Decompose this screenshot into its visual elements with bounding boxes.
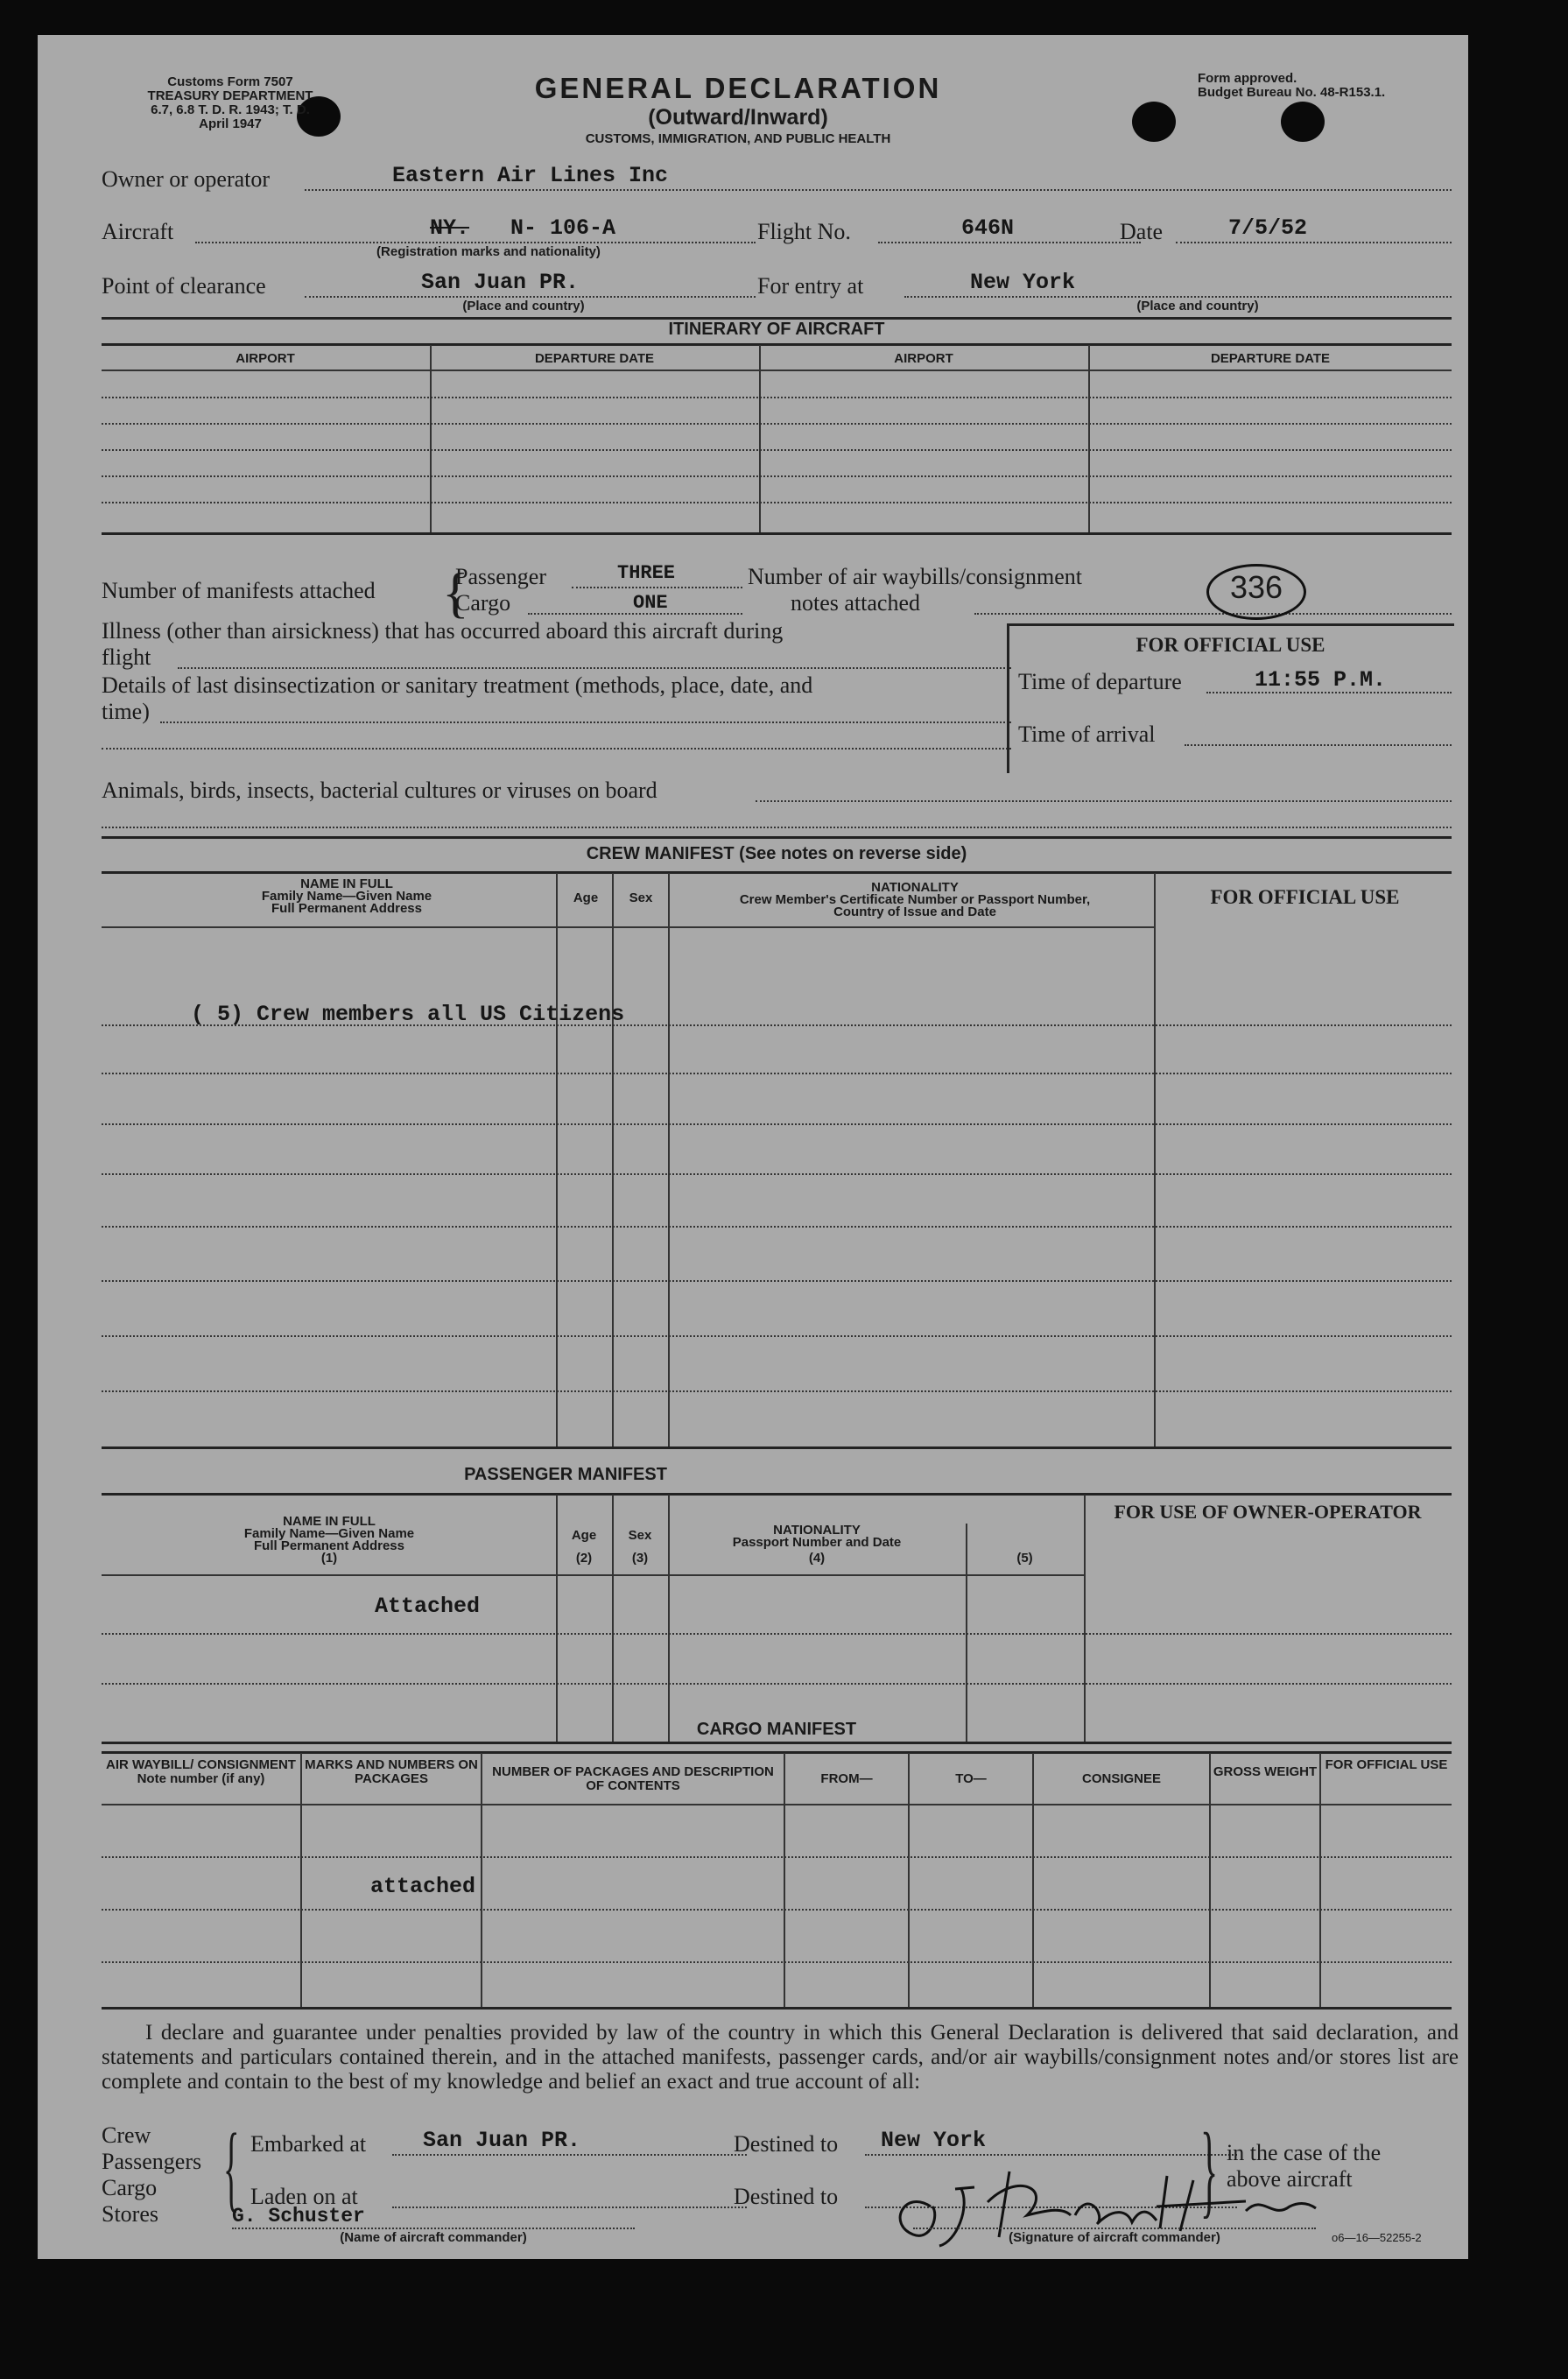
passenger-col-owner: FOR USE OF OWNER-OPERATOR [1114,1501,1422,1523]
manifests-label: Number of manifests attached [102,578,376,603]
declaration-list-passengers: Passengers [102,2149,202,2174]
passenger-col-sex: Sex [628,1528,652,1543]
destined-label: Destined to [734,2131,839,2157]
flight-value: 646N [961,215,1015,241]
form-number: Customs Form 7507 [167,74,293,89]
passenger-entry: Attached [375,1594,481,1619]
passenger-manifests-label: Passenger [455,564,546,589]
passenger-col-nationality-num: (4) [808,1551,826,1566]
date-value: 7/5/52 [1228,215,1308,241]
passenger-col-name: NAME IN FULL [283,1514,376,1529]
crew-entry: ( 5) Crew members all US Citizens [191,1002,625,1027]
declaration-form: Customs Form 7507 TREASURY DEPARTMENT 6.7, 6.8 T. D. R. 1943; T. D. April 1947 GENERAL DECLARATION (Outward/Inward) CUSTOMS, IMMIGRATION, AND PUBLIC HEALTH Form approved. Budget Bureau No. 48-R153.1. Owner or operator Eastern Air Lines Inc Aircraft NY. N- 106-A (Registration marks and nationality) Flight No. 646N Date 7/5/52 Point of clearance San Juan PR. (Place and country) For entry at New York (Place and country) ITINERARY OF AIRCRAFT AIRPORT DEPARTURE DATE AIRPORT DEPARTURE DATE Number of manifests attached { Passenger THREE Cargo ONE Number of air waybills/consignment notes attached 336 Illness (other than airsickness) that has occurred aboard this aircraft during flight Details of last disinsectization or sanitary treatment (methods, place, date, and time) FOR OFFICIAL USE Time of departure 11:55 P.M. Time of arrival Animals, birds, insects, bacterial cultures or viruses on board CREW MANIFEST (See notes on reverse side) NAME IN FULL Family Name—Given Name Full Permanent Address Age Sex NATIONALITY Crew Member's Certificate Number or Passport Number, Country of Issue and Date FOR OFFICIAL USE ( 5) Crew members all US Citizens PASSENGER MANIFEST NAME IN FULL Family Name—Given Name Full Permanent Address (1) Age (2) Sex (3) NATIONALITY Passport Number and Date (4) (5) FOR USE OF OWNER-OPERATOR Attached CARGO MANIFEST AIR WAYBILL/ CONSIGNMENT Note number (if any) MARKS AND NUMBERS ON PACKAGES NUMBER OF PACKAGES AND DESCRIPTION OF CONTENTS FROM— TO— CONSIGNEE GROSS WEIGHT FOR OFFICIAL USE attached I declare and guarantee under penalties provided by law of the country in which this General Declaration is delivered that said declaration, and statements and particulars contained therein, and in the attached manifests, passenger cards, and/or air waybills/consignment notes and/or stores list are complete and contain to the best of my knowledge and belief an exact and true account of all: Crew Passengers Cargo Stores { Embarked at San Juan PR. Laden on at Destined to New York Destined to } in the case of the above aircraft G. Schuster (Name of aircraft commander) (Signature of aircraft commander) o6—16—52255-2 [38,35,1468,2259]
crew-col-name: NAME IN FULL [300,876,393,891]
punch-hole [1132,102,1176,142]
passenger-col-age-num: (2) [575,1551,593,1566]
cargo-col-packages: NUMBER OF PACKAGES AND DESCRIPTION OF CONTENTS [492,1764,774,1793]
cargo-col-official: FOR OFFICIAL USE [1325,1757,1448,1772]
clearance-label: Point of clearance [102,273,266,299]
itinerary-col-departure-2: DEPARTURE DATE [1210,351,1331,366]
declaration-text: I declare and guarantee under penalties provided by law of the country in which this General Declaration is delivered that said declaration, and statements and particulars contained therein, and in the attached manifests, passenger cards, and/or air waybills/consignment notes and/or stores list are complete and contain to the best of my knowledge and belief an exact and true account of all: [102,2021,1459,2094]
declaration-list-crew: Crew [102,2122,151,2148]
passenger-col-5-num: (5) [1016,1551,1033,1566]
official-use-title: FOR OFFICIAL USE [1136,634,1325,656]
animals-label: Animals, birds, insects, bacterial cultures or viruses on board [102,778,657,803]
passenger-col-name-num: (1) [320,1551,338,1566]
laden-label: Laden on at [250,2184,358,2209]
commander-note: (Name of aircraft commander) [340,2230,527,2245]
form-subtitle: (Outward/Inward) [648,105,828,130]
place-note: (Place and country) [462,299,585,313]
destined-value: New York [881,2128,987,2153]
place-note-2: (Place and country) [1136,299,1259,313]
crew-col-name-2: Family Name—Given Name [261,889,432,904]
itinerary-col-airport-2: AIRPORT [894,351,953,366]
date-label: Date [1120,219,1164,244]
embarked-value: San Juan PR. [423,2128,581,2153]
cargo-col-consignee: CONSIGNEE [1081,1771,1161,1786]
destined-label-2: Destined to [734,2184,839,2209]
clearance-value: San Juan PR. [421,270,580,295]
aircraft-prefix: NY. [430,215,470,241]
aircraft-value: N- 106-A [510,215,616,241]
punch-hole [1281,102,1325,142]
budget-bureau: Budget Bureau No. 48-R153.1. [1198,85,1386,100]
form-date: April 1947 [199,116,262,131]
cargo-col-to: TO— [955,1771,987,1786]
form-subtitle-2: CUSTOMS, IMMIGRATION, AND PUBLIC HEALTH [585,131,891,146]
cargo-col-marks: MARKS AND NUMBERS ON PACKAGES [305,1757,478,1786]
passenger-col-nationality-2: Passport Number and Date [732,1535,902,1550]
entry-label: For entry at [757,273,864,299]
passenger-col-age: Age [571,1528,597,1543]
form-approved: Form approved. [1198,71,1297,86]
cargo-col-from: FROM— [820,1771,873,1786]
crew-col-sex: Sex [629,890,653,905]
embarked-label: Embarked at [250,2131,367,2157]
aircraft-note: (Registration marks and nationality) [376,244,601,259]
cargo-manifest-title: CARGO MANIFEST [696,1720,857,1739]
cargo-col-weight: GROSS WEIGHT [1213,1764,1318,1779]
owner-label: Owner or operator [102,166,271,192]
form-title: GENERAL DECLARATION [534,72,942,104]
owner-value: Eastern Air Lines Inc [392,163,669,188]
crew-col-nationality-2: Crew Member's Certificate Number or Passport Number, [739,892,1091,907]
passenger-col-nationality: NATIONALITY [773,1523,861,1538]
declaration-list-cargo: Cargo [102,2175,158,2200]
passenger-col-sex-num: (3) [631,1551,649,1566]
itinerary-col-airport: AIRPORT [236,351,295,366]
signature-note: (Signature of aircraft commander) [1009,2230,1220,2245]
cargo-col-waybill: AIR WAYBILL/ CONSIGNMENT Note number (if any) [106,1757,296,1786]
departure-time-label: Time of departure [1018,669,1182,694]
departure-time-value: 11:55 P.M. [1255,667,1387,693]
above-aircraft-label: above aircraft [1227,2166,1353,2192]
print-code: o6—16—52255-2 [1332,2231,1422,2244]
illness-label-2: flight [102,644,151,670]
illness-label: Illness (other than airsickness) that has occurred aboard this aircraft during [102,618,784,644]
waybills-label-2: notes attached [791,590,920,616]
cargo-manifests-label: Cargo [455,590,511,616]
cargo-entry: attached [370,1874,476,1899]
itinerary-col-departure: DEPARTURE DATE [534,351,655,366]
crew-col-nationality-3: Country of Issue and Date [833,904,996,919]
passenger-manifests-value: THREE [617,562,676,584]
crew-col-nationality: NATIONALITY [871,880,959,895]
cargo-manifests-value: ONE [633,592,668,614]
passenger-manifest-title: PASSENGER MANIFEST [464,1465,667,1484]
aircraft-label: Aircraft [102,219,174,244]
waybills-label: Number of air waybills/consignment [748,564,1082,589]
crew-col-official: FOR OFFICIAL USE [1210,886,1400,908]
waybills-value: 336 [1229,569,1283,605]
department: TREASURY DEPARTMENT [147,88,313,103]
entry-value: New York [970,270,1076,295]
crew-manifest-title: CREW MANIFEST (See notes on reverse side) [586,844,967,863]
crew-col-age: Age [573,890,599,905]
disinsect-label-2: time) [102,699,150,724]
declaration-list-stores: Stores [102,2201,158,2227]
commander-name: G. Schuster [232,2205,365,2228]
regulations: 6.7, 6.8 T. D. R. 1943; T. D. [151,102,310,117]
disinsect-label: Details of last disinsectization or sanitary treatment (methods, place, date, and [102,672,813,698]
in-case-label: in the case of the [1227,2140,1382,2165]
flight-label: Flight No. [757,219,851,244]
arrival-time-label: Time of arrival [1018,721,1156,747]
itinerary-title: ITINERARY OF AIRCRAFT [668,320,885,339]
crew-col-name-3: Full Permanent Address [271,901,422,916]
passenger-col-name-3: Full Permanent Address [254,1538,404,1553]
passenger-col-name-2: Family Name—Given Name [243,1526,415,1541]
